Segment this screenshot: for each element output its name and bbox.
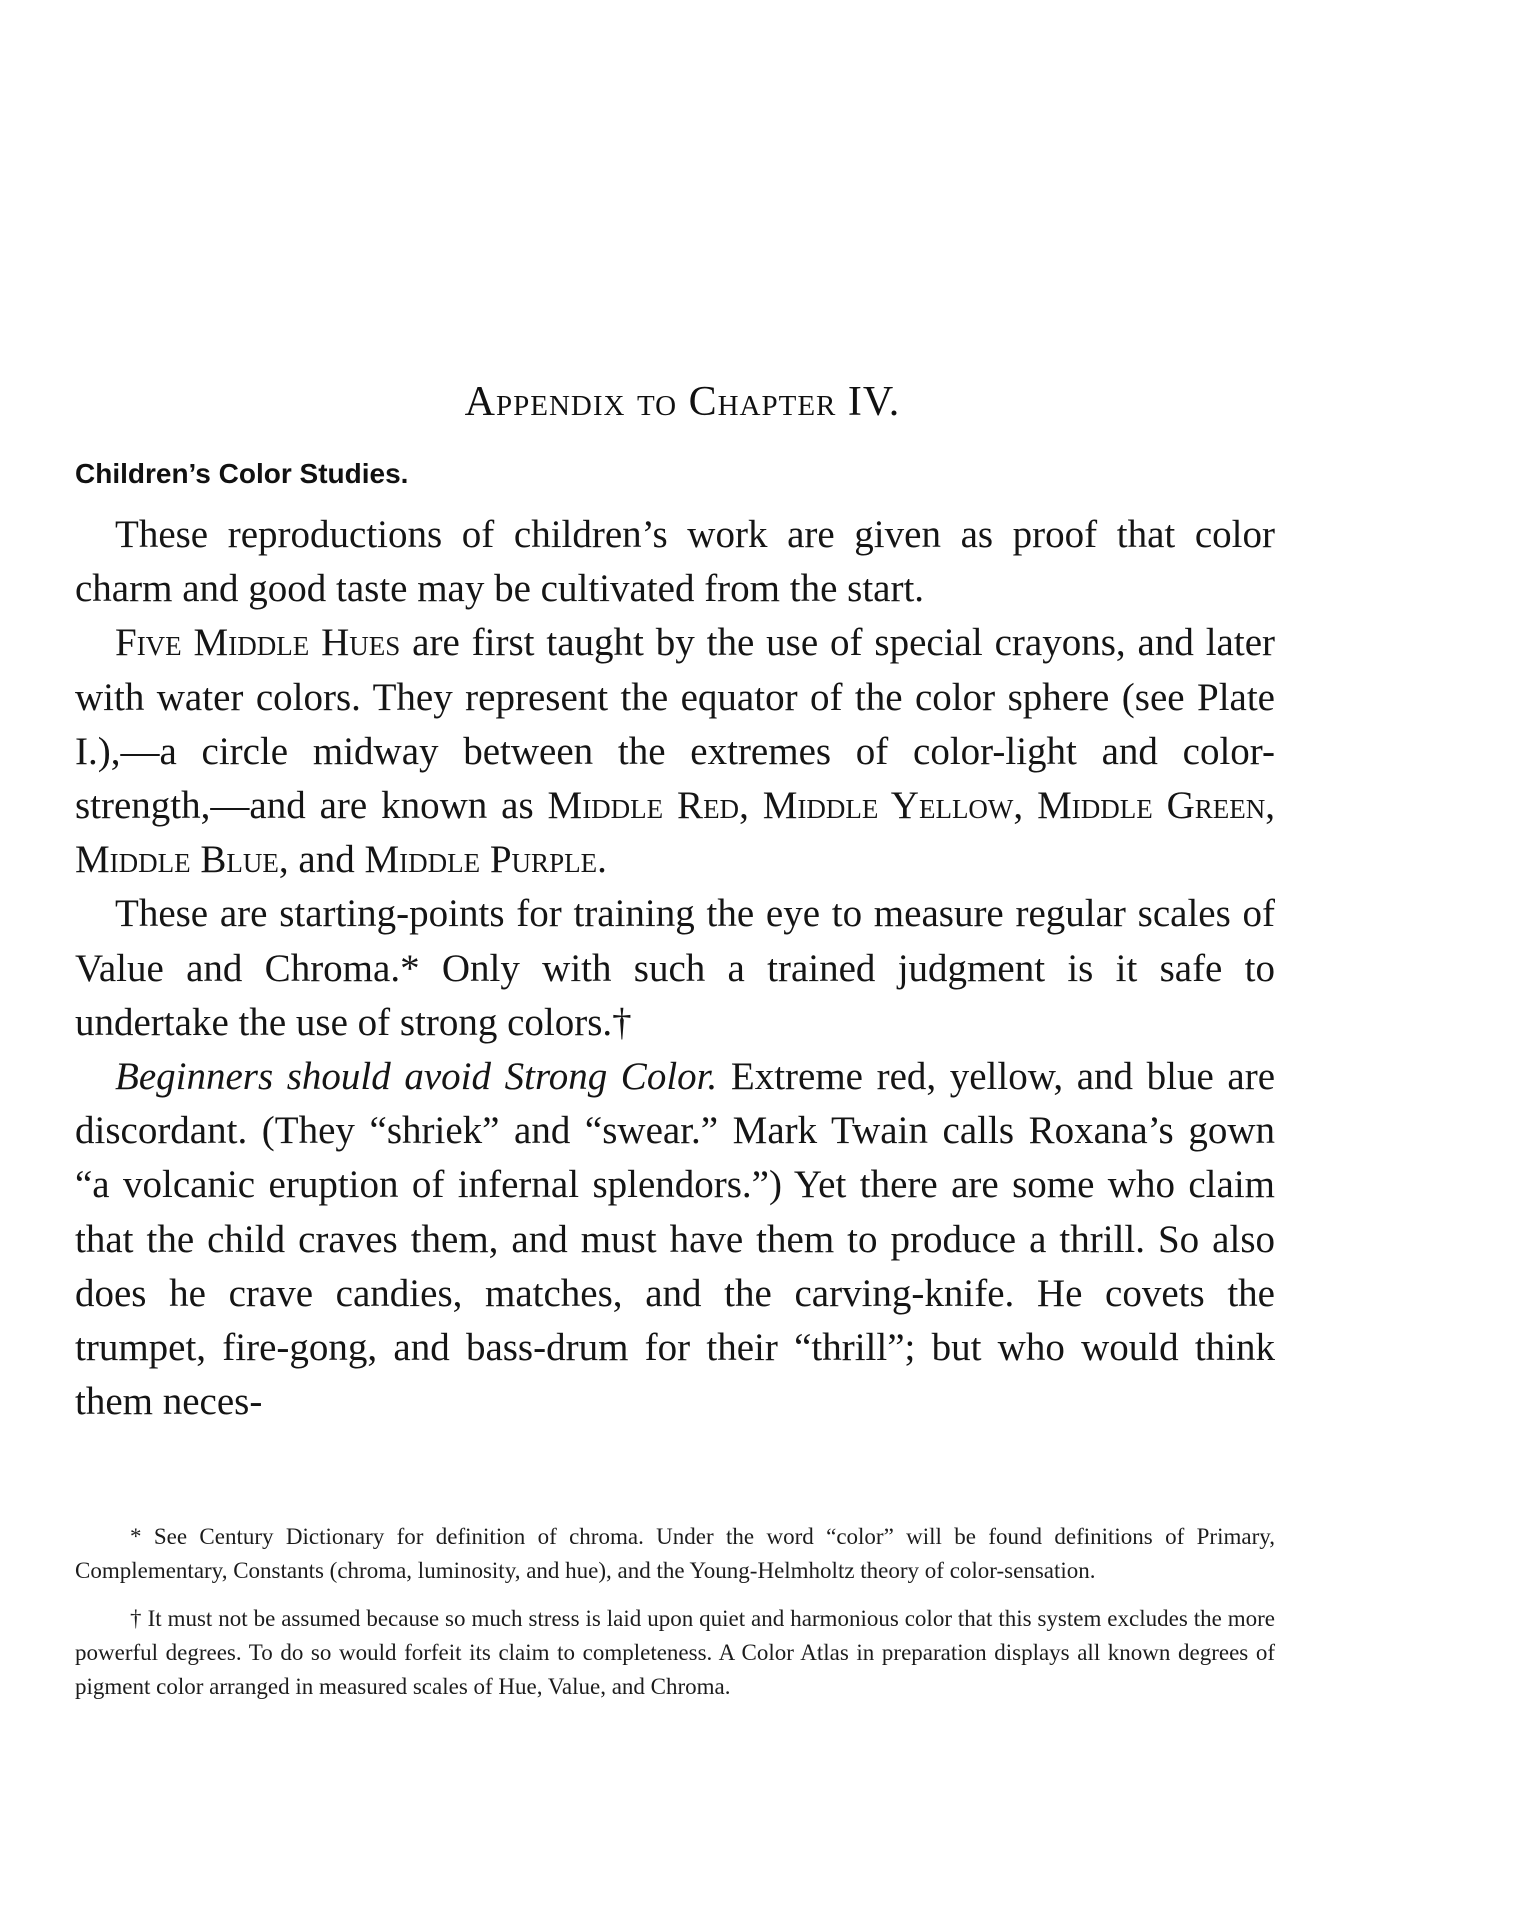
- separator: ,: [1265, 784, 1276, 828]
- hue-middle-red: Middle Red: [547, 784, 740, 828]
- heading-prefix: Appendix to Chapter: [464, 379, 837, 425]
- paragraph-1: These reproductions of children’s work are given as proof that color charm and good taste may be cultivated from the start.: [75, 513, 1275, 611]
- period: .: [597, 838, 607, 882]
- footnotes: [75, 1520, 1275, 1718]
- heading-roman: IV.: [847, 379, 901, 425]
- hue-middle-green: Middle Green: [1037, 784, 1266, 828]
- body-text: [75, 508, 1275, 1429]
- appendix-heading: [0, 378, 1365, 426]
- beginners-lead: Beginners should avoid Strong Color.: [115, 1055, 718, 1099]
- separator: ,: [739, 784, 763, 828]
- paragraph-4: [75, 1050, 1275, 1429]
- paragraph-4-text: Extreme red, yellow, and blue are discordant. (They “shriek” and “swear.” Mark Twain calls Roxana’s gown “a volcanic eruption of infernal splendors.”) Yet there are some who claim that the child craves them, and must have them to produce a thrill. So also does he crave candies, matches, and the carving-knife. He covets the trumpet, fire-gong, and bass-drum for their “thrill”; but who would think them neces-: [75, 1055, 1276, 1424]
- conjunction: , and: [278, 838, 365, 882]
- section-subheading: Children’s Color Studies.: [75, 458, 409, 489]
- paragraph-2: [75, 616, 1275, 887]
- paragraph-2-text: are first taught by the use of special crayons, and later with water colors. They represent the equator of the color sphere (see Plate I.),—a circle midway between the extremes of color-light and color-strength,—and are known as: [75, 621, 1275, 828]
- separator: ,: [1013, 784, 1038, 828]
- paragraph-3: These are starting-points for training the eye to measure regular scales of Value and Chroma.* Only with such a trained judgment is it safe to undertake the use of strong colors.†: [75, 892, 1275, 1044]
- hue-middle-blue: Middle Blue: [75, 838, 279, 882]
- footnote-2: † It must not be assumed because so much stress is laid upon quiet and harmonious color that this system excludes the more powerful degrees. To do so would forfeit its claim to completeness. A Color Atlas in preparation displays all known degrees of pigment color arranged in measured scales of Hue, Value, and Chroma.: [75, 1606, 1275, 1699]
- five-middle-hues: Five Middle Hues: [115, 621, 401, 665]
- hue-middle-yellow: Middle Yellow: [762, 784, 1014, 828]
- hue-middle-purple: Middle Purple: [364, 838, 598, 882]
- footnote-1: * See Century Dictionary for definition of chroma. Under the word “color” will be found definitions of Primary, Complementary, Constants (chroma, luminosity, and hue), and the Young-Helmholtz theory of color-sensation.: [75, 1524, 1275, 1583]
